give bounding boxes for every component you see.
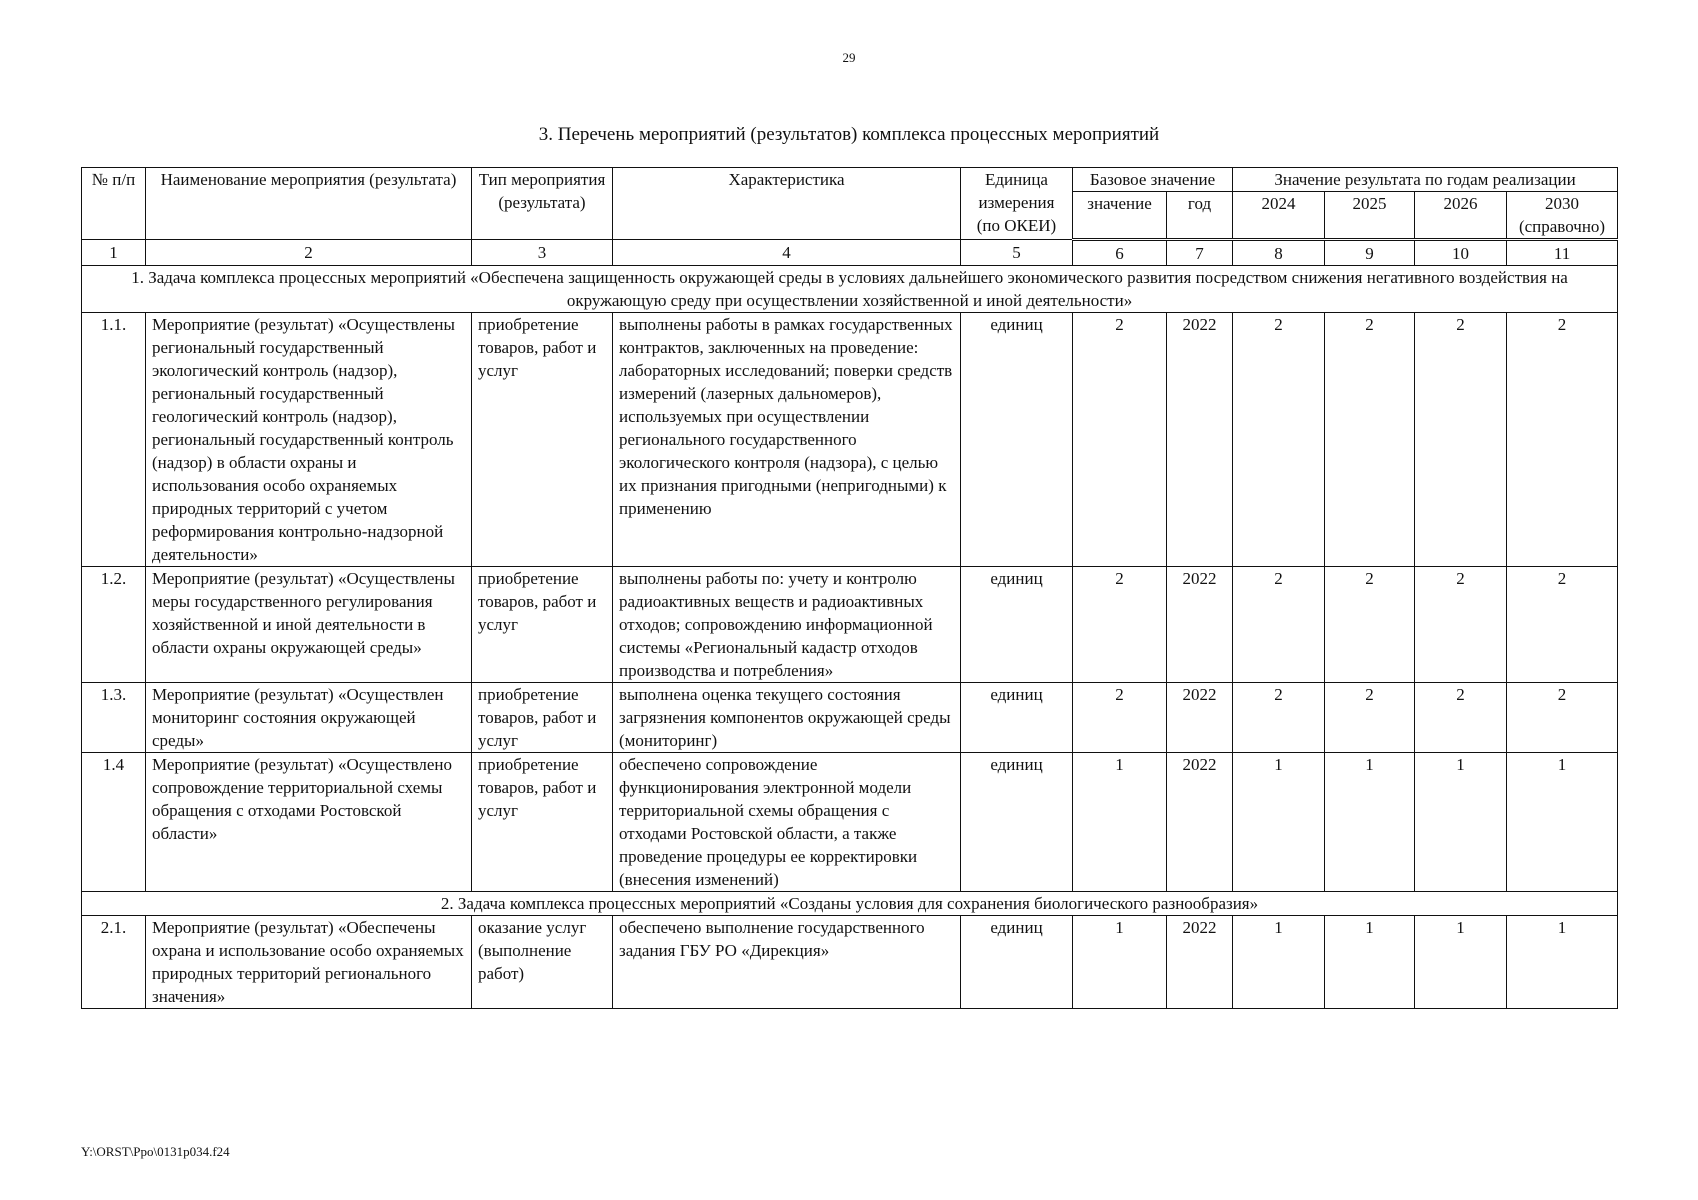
row-2024: 2 <box>1233 683 1325 753</box>
row-2025: 2 <box>1325 313 1415 567</box>
row-type: оказание услуг (выполнение работ) <box>472 916 613 1009</box>
footer-file-path: Y:\ORST\Ppo\0131p034.f24 <box>81 1144 230 1159</box>
row-num: 1.4 <box>82 753 146 892</box>
column-number-row <box>82 240 1618 266</box>
row-type: приобретение товаров, работ и услуг <box>472 753 613 892</box>
document-title: 3. Перечень мероприятий (результатов) комплекса процессных мероприятий <box>538 124 1160 145</box>
results-table <box>81 167 1618 1009</box>
column-number: 6 <box>1073 240 1167 266</box>
row-unit: единиц <box>961 683 1073 753</box>
table-row <box>82 683 1618 753</box>
row-type: приобретение товаров, работ и услуг <box>472 683 613 753</box>
row-base-value: 1 <box>1073 753 1167 892</box>
header-row-1 <box>82 168 1618 192</box>
row-num: 1.1. <box>82 313 146 567</box>
page-number: 29 <box>842 50 856 65</box>
row-base-value: 1 <box>1073 916 1167 1009</box>
row-unit: единиц <box>961 313 1073 567</box>
row-characteristic: выполнены работы по: учету и контролю радиоактивных веществ и радиоактивных отходов; сопровождению информационной системы «Региональный кадастр отходов производства и потребления» <box>613 567 961 683</box>
column-number: 7 <box>1167 240 1233 266</box>
row-2025: 2 <box>1325 567 1415 683</box>
row-unit: единиц <box>961 916 1073 1009</box>
row-num: 1.2. <box>82 567 146 683</box>
column-number: 2 <box>146 240 472 266</box>
row-characteristic: обеспечено выполнение государственного задания ГБУ РО «Дирекция» <box>613 916 961 1009</box>
header-year-2030: 2030 (справочно) <box>1507 192 1618 240</box>
row-2026: 2 <box>1415 567 1507 683</box>
header-base-year: год <box>1167 192 1233 240</box>
table-row <box>82 313 1618 567</box>
header-num: № п/п <box>82 168 146 240</box>
row-base-year: 2022 <box>1167 683 1233 753</box>
row-base-year: 2022 <box>1167 753 1233 892</box>
header-unit: Единица измерения (по ОКЕИ) <box>961 168 1073 240</box>
task-2-title: 2. Задача комплекса процессных мероприятий «Созданы условия для сохранения биологического разнообразия» <box>82 892 1618 916</box>
row-2030: 2 <box>1507 683 1618 753</box>
row-2024: 2 <box>1233 567 1325 683</box>
row-unit: единиц <box>961 567 1073 683</box>
row-name: Мероприятие (результат) «Обеспечены охрана и использование особо охраняемых природных территорий регионального значения» <box>146 916 472 1009</box>
column-number: 1 <box>82 240 146 266</box>
column-number: 4 <box>613 240 961 266</box>
row-2025: 1 <box>1325 753 1415 892</box>
table-row <box>82 916 1618 1009</box>
row-2030: 1 <box>1507 753 1618 892</box>
row-base-value: 2 <box>1073 567 1167 683</box>
row-2025: 1 <box>1325 916 1415 1009</box>
row-2030: 2 <box>1507 567 1618 683</box>
header-type: Тип мероприятия (результата) <box>472 168 613 240</box>
header-year-2024: 2024 <box>1233 192 1325 240</box>
row-2025: 2 <box>1325 683 1415 753</box>
header-result: Значение результата по годам реализации <box>1233 168 1618 192</box>
header-characteristic: Характеристика <box>613 168 961 240</box>
header-base-value: значение <box>1073 192 1167 240</box>
row-type: приобретение товаров, работ и услуг <box>472 567 613 683</box>
header-year-2025: 2025 <box>1325 192 1415 240</box>
row-num: 1.3. <box>82 683 146 753</box>
row-base-year: 2022 <box>1167 916 1233 1009</box>
header-name: Наименование мероприятия (результата) <box>146 168 472 240</box>
column-number: 3 <box>472 240 613 266</box>
row-2024: 2 <box>1233 313 1325 567</box>
row-2030: 2 <box>1507 313 1618 567</box>
row-2026: 1 <box>1415 753 1507 892</box>
row-characteristic: обеспечено сопровождение функционирования электронной модели территориальной схемы обращения с отходами Ростовской области, а также проведение процедуры ее корректировки (внесения изменений) <box>613 753 961 892</box>
task-1-title: 1. Задача комплекса процессных мероприятий «Обеспечена защищенность окружающей среды в условиях дальнейшего экономического развития посредством снижения негативного воздействия на окружающую среду при осуществлении хозяйственной и иной деятельности» <box>82 266 1618 313</box>
row-name: Мероприятие (результат) «Осуществлен мониторинг состояния окружающей среды» <box>146 683 472 753</box>
header-base: Базовое значение <box>1073 168 1233 192</box>
row-type: приобретение товаров, работ и услуг <box>472 313 613 567</box>
row-name: Мероприятие (результат) «Осуществлено сопровождение территориальной схемы обращения с отходами Ростовской области» <box>146 753 472 892</box>
header-year-2026: 2026 <box>1415 192 1507 240</box>
column-number: 11 <box>1507 240 1618 266</box>
row-name: Мероприятие (результат) «Осуществлены региональный государственный экологический контроль (надзор), региональный государственный геологический контроль (надзор), региональный государственный контроль (надзор) в области охраны и использования особо охраняемых природных территорий с учетом реформирования контрольно-надзорной деятельности» <box>146 313 472 567</box>
row-2030: 1 <box>1507 916 1618 1009</box>
row-2026: 1 <box>1415 916 1507 1009</box>
row-2026: 2 <box>1415 683 1507 753</box>
row-characteristic: выполнена оценка текущего состояния загрязнения компонентов окружающей среды (мониторинг) <box>613 683 961 753</box>
row-base-year: 2022 <box>1167 567 1233 683</box>
row-num: 2.1. <box>82 916 146 1009</box>
row-2024: 1 <box>1233 753 1325 892</box>
row-base-year: 2022 <box>1167 313 1233 567</box>
task-row <box>82 892 1618 916</box>
task-row <box>82 266 1618 313</box>
row-2024: 1 <box>1233 916 1325 1009</box>
table-row <box>82 753 1618 892</box>
row-name: Мероприятие (результат) «Осуществлены меры государственного регулирования хозяйственной и иной деятельности в области охраны окружающей среды» <box>146 567 472 683</box>
row-base-value: 2 <box>1073 683 1167 753</box>
row-base-value: 2 <box>1073 313 1167 567</box>
column-number: 9 <box>1325 240 1415 266</box>
row-2026: 2 <box>1415 313 1507 567</box>
row-unit: единиц <box>961 753 1073 892</box>
column-number: 5 <box>961 240 1073 266</box>
column-number: 10 <box>1415 240 1507 266</box>
row-characteristic: выполнены работы в рамках государственных контрактов, заключенных на проведение: лабораторных исследований; поверки средств измерений (лазерных дальномеров), используемых при осуществлении регионального государственного экологического контроля (надзора), с целью их признания пригодными (непригодными) к применению <box>613 313 961 567</box>
column-number: 8 <box>1233 240 1325 266</box>
table-row <box>82 567 1618 683</box>
